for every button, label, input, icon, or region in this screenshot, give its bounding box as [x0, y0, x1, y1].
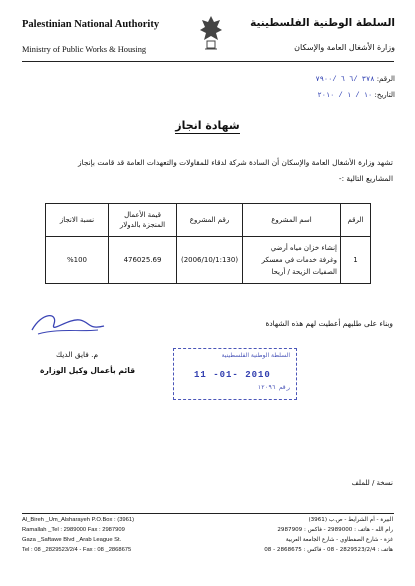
document-title-text: شهادة انجاز: [175, 119, 240, 132]
header-value: [109, 204, 177, 237]
signatory-role: قائم بأعمال وكيل الوزارة: [40, 366, 136, 375]
projects-table: [45, 203, 371, 284]
cell-project-name: [243, 237, 341, 284]
intro-line-2: المشاريع التالية :-: [338, 174, 393, 183]
header-no: الرقم: [341, 204, 371, 237]
header-project-number: رقم المشروع: [177, 204, 243, 237]
header-ar-ministry: وزارة الأشغال العامة والإسكان: [294, 43, 395, 52]
document-title: [0, 119, 415, 132]
footer-ar-line-2: رام الله - هاتف : 2989000 - فاكس : 2987909: [277, 527, 393, 533]
header-divider: [22, 61, 394, 62]
cell-percent: %100: [46, 237, 109, 284]
intro-line-1: تشهد وزارة الأشغال العامة والإسكان أن السادة شركة لدقاء للمقاولات والتعهدات العامة قد قامت بإنجاز: [78, 158, 393, 167]
header-en-ministry: Ministry of Public Works & Housing: [22, 45, 147, 54]
issued-note: وبناء على طلبهم أعطيت لهم هذه الشهادة: [265, 319, 393, 328]
header-percent: نسبة الانجاز: [46, 204, 109, 237]
footer-en-line-3: Gaza _Saftawe Blvd _Arab League St.: [22, 537, 122, 543]
reference-date: [318, 91, 396, 100]
received-stamp: [173, 348, 297, 400]
footer-en-line-4: Tel : 08 _2829523/2/4 - Fax : 08 _2868675: [22, 547, 132, 553]
reference-date-label: التاريخ:: [374, 91, 395, 99]
stamp-line-3: رقم ١٢٠٩٦: [257, 384, 290, 391]
stamp-line-1: السلطة الوطنية الفلسطينية: [221, 352, 290, 359]
footer-divider: [22, 513, 394, 514]
header-ar-authority: السلطة الوطنية الفلسطينية: [250, 17, 395, 29]
reference-number: [315, 75, 395, 84]
header-value-line-2: المنجزة بالدولار: [119, 221, 166, 229]
footer-ar-line-3: غزة - شارع الصفطاوي - شارع الجامعة العربية: [285, 537, 393, 543]
cell-project-name-line-2: وغرفة خدمات في معسكر: [261, 256, 337, 264]
emblem-icon: [200, 14, 222, 52]
reference-number-label: الرقم:: [376, 75, 395, 83]
cell-no: 1: [341, 237, 371, 284]
reference-date-value: ١٠ / ١ / ٢٠١٠: [317, 92, 373, 100]
cell-project-name-line-3: الصفيات الزيحة / أريحا: [271, 268, 337, 276]
header-value-line-1: قيمة الأعمال: [124, 211, 161, 219]
footer-en-line-1: Al_Bireh _Um_Alsharayeh P.O.Box : (3961): [22, 517, 135, 523]
signature-scribble: [28, 308, 108, 338]
signatory-name: م. فايق الديك: [56, 350, 99, 359]
reference-number-value: ٣٧٨ /٦ ٦ /٧٩٠٠: [315, 76, 375, 84]
table-header-row: [46, 204, 371, 237]
header-en-authority: Palestinian National Authority: [22, 19, 160, 30]
header-project-name: اسم المشروع: [243, 204, 341, 237]
footer-ar-line-4: هاتف : 2829523/2/4 - 08 - فاكس : 2868675 - 08: [264, 547, 393, 553]
footer-en-line-2: Ramallah _Tel : 2989000 Fax : 2987909: [22, 527, 125, 533]
cell-value: 476025.69: [109, 237, 177, 284]
copy-note: نسخة / للملف: [351, 479, 393, 487]
intro-paragraph: [23, 155, 393, 187]
stamp-date: 11 -01- 2010: [194, 370, 271, 380]
table-row: [46, 237, 371, 284]
footer-ar-line-1: البيرة - أم الشرايط - ص.ب (3961): [308, 517, 393, 523]
cell-project-number: (2006/10/1:130): [177, 237, 243, 284]
cell-project-name-line-1: إنشاء خزان مياه أرضي: [270, 244, 337, 252]
